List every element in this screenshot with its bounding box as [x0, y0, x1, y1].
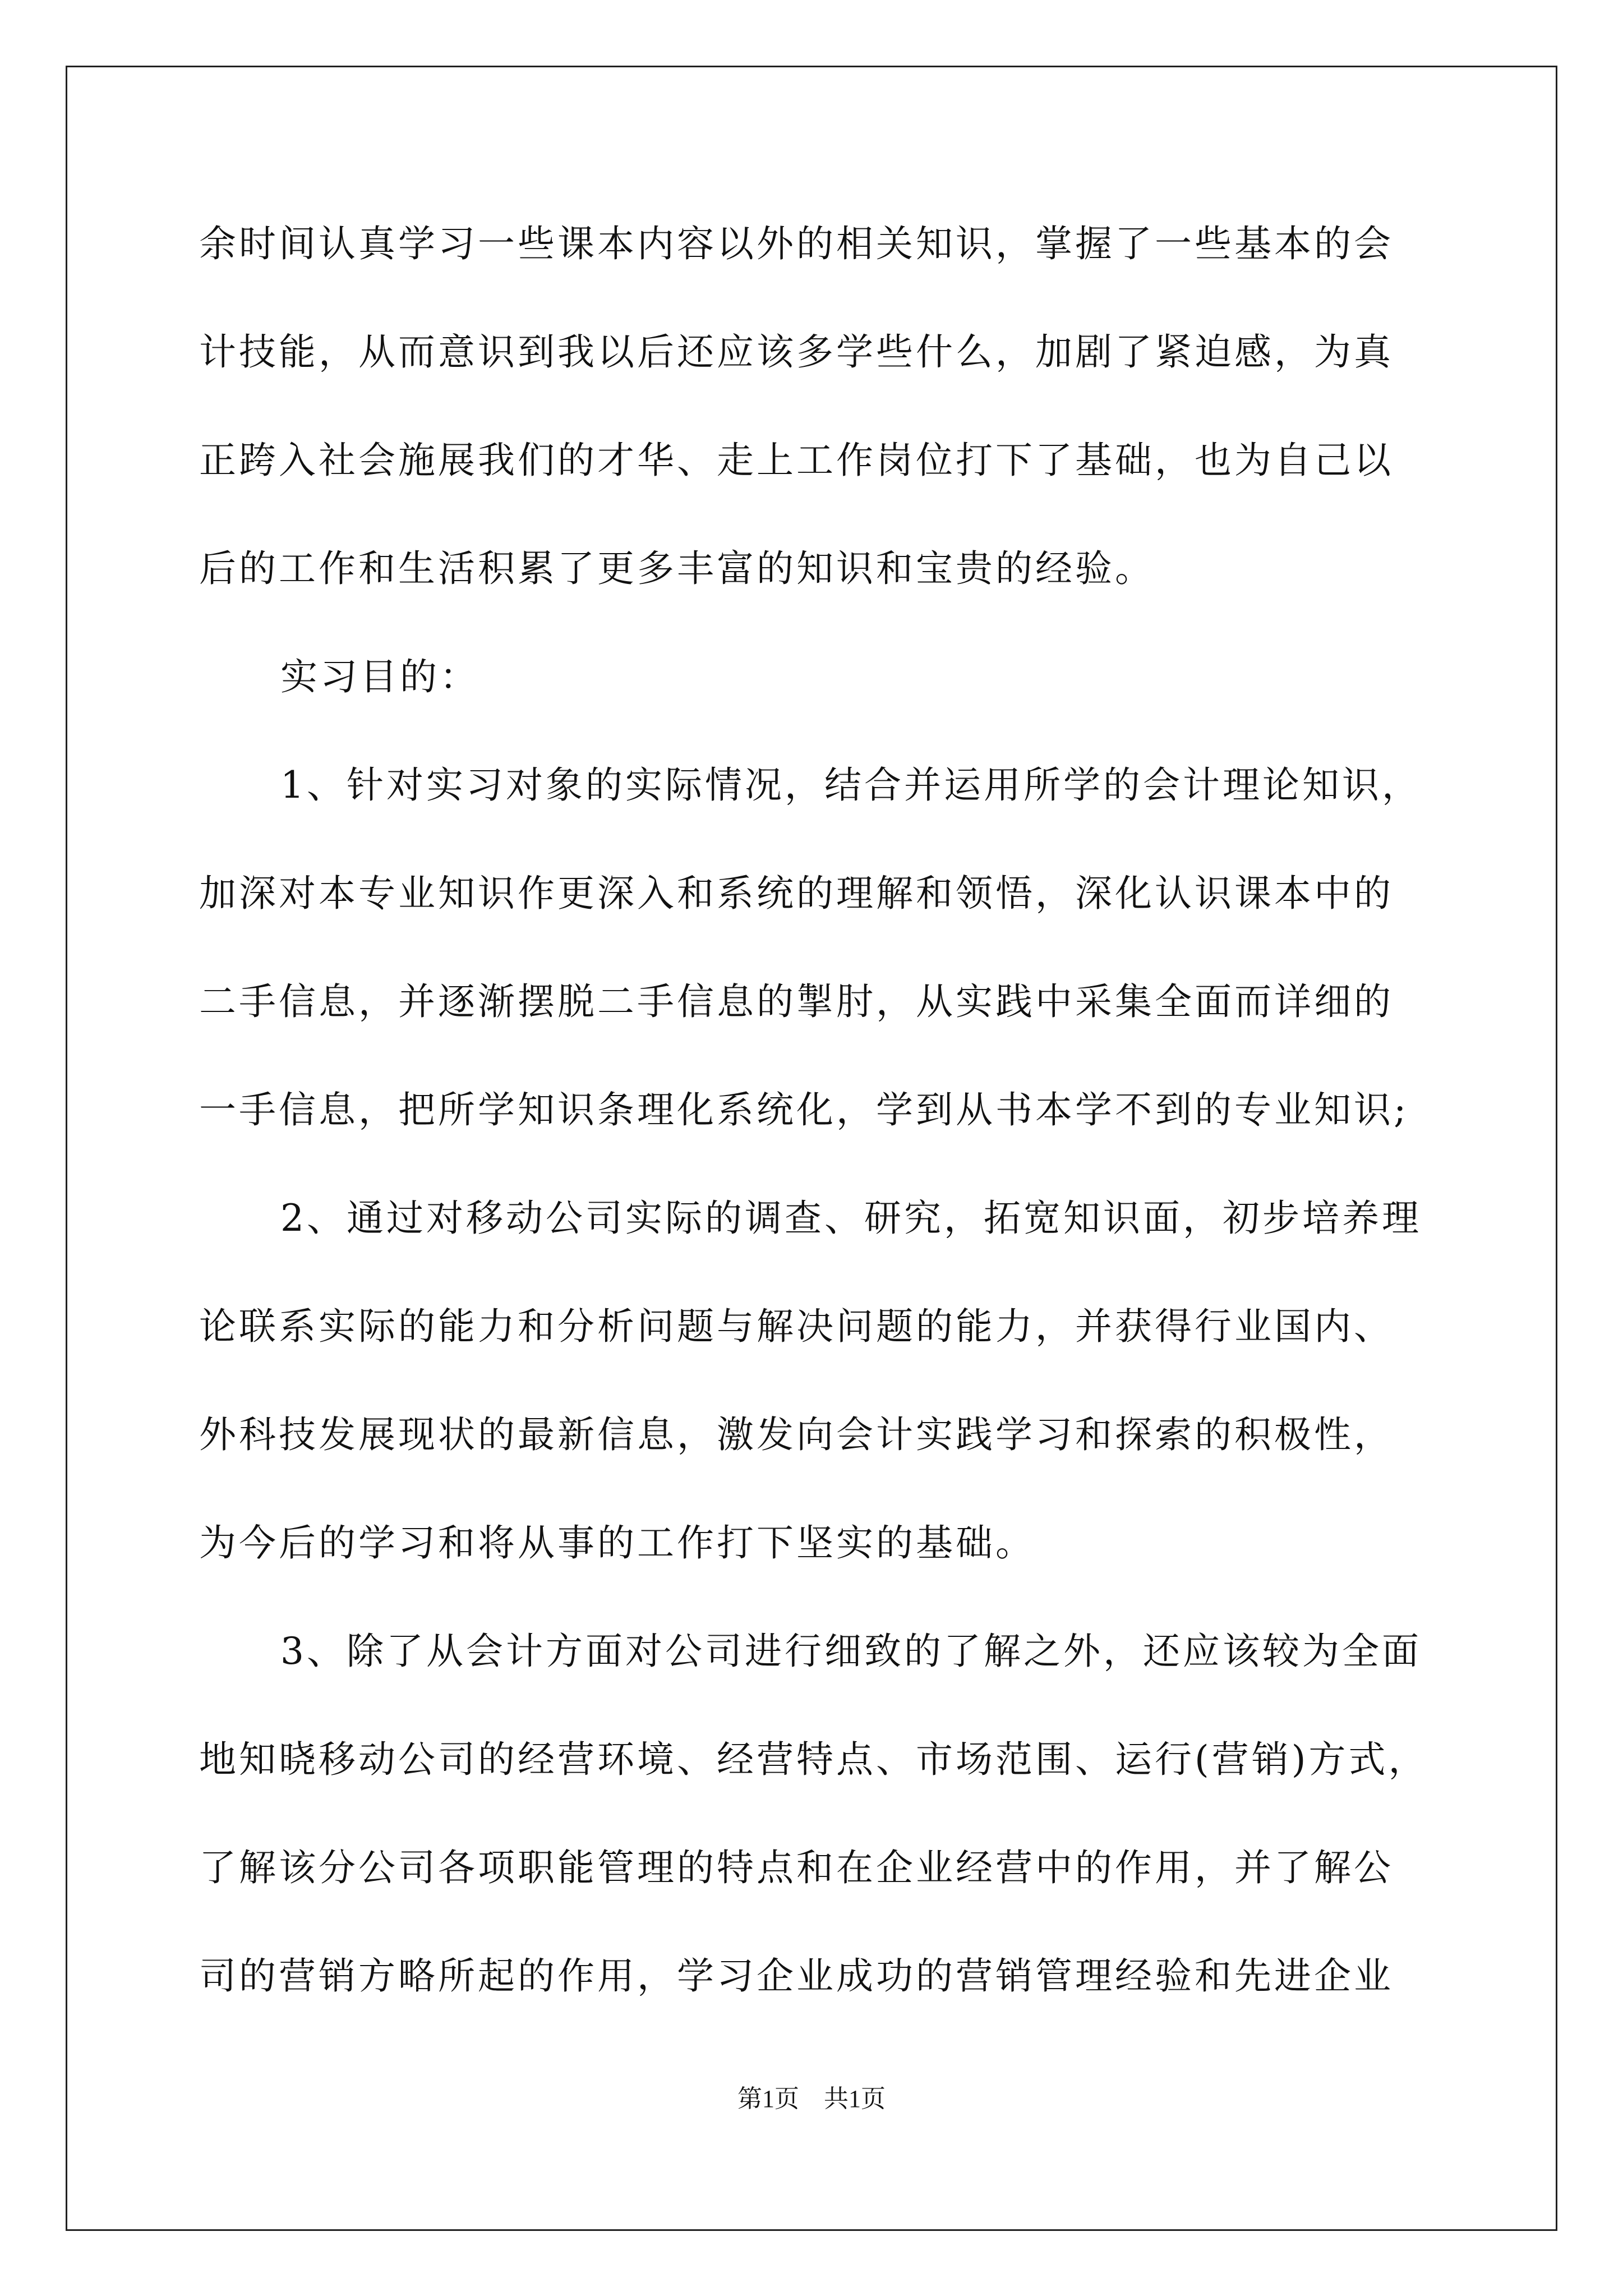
text-line: 实习目的：	[280, 655, 479, 698]
text-line: 2、通过对移动公司实际的调查、研究，拓宽知识面，初步培养理	[280, 1197, 1422, 1240]
document-body	[199, 216, 1433, 2056]
text-line: 后的工作和生活积累了更多丰富的知识和宝贵的经验。	[199, 547, 1155, 590]
text-line: 余时间认真学习一些课本内容以外的相关知识，掌握了一些基本的会	[199, 222, 1394, 265]
text-line: 为今后的学习和将从事的工作打下坚实的基础。	[199, 1521, 1035, 1565]
text-line: 司的营销方略所起的作用，学习企业成功的营销管理经验和先进企业	[199, 1954, 1394, 1998]
text-line: 外科技发展现状的最新信息，激发向会计实践学习和探索的积极性，	[199, 1413, 1394, 1456]
text-line: 一手信息，把所学知识条理化系统化，学到从书本学不到的专业知识;	[199, 1088, 1409, 1131]
page-footer: 第1页 共1页	[737, 2085, 886, 2113]
text-line: 地知晓移动公司的经营环境、经营特点、市场范围、运行(营销)方式，	[199, 1738, 1428, 1781]
text-line: 3、除了从会计方面对公司进行细致的了解之外，还应该较为全面	[280, 1630, 1422, 1673]
text-line: 1、针对实习对象的实际情况，结合并运用所学的会计理论知识，	[280, 763, 1422, 807]
text-line: 计技能，从而意识到我以后还应该多学些什么，加剧了紧迫感，为真	[199, 330, 1394, 374]
text-line: 正跨入社会施展我们的才华、走上工作岗位打下了基础，也为自己以	[199, 439, 1394, 482]
text-line: 加深对本专业知识作更深入和系统的理解和领悟，深化认识课本中的	[199, 872, 1394, 915]
text-line: 了解该分公司各项职能管理的特点和在企业经营中的作用，并了解公	[199, 1846, 1394, 1889]
text-line: 二手信息，并逐渐摆脱二手信息的掣肘，从实践中采集全面而详细的	[199, 980, 1394, 1023]
text-line: 论联系实际的能力和分析问题与解决问题的能力，并获得行业国内、	[199, 1305, 1394, 1348]
